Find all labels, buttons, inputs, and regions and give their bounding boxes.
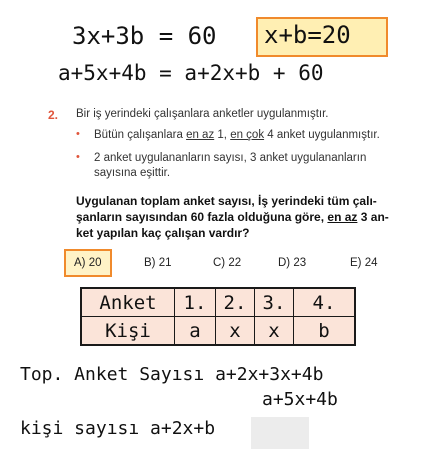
bullet-1-text-a: Bütün çalışanlara (94, 129, 187, 141)
bullet-1-underline-2: en çok (230, 129, 265, 141)
prompt-line-2 (76, 209, 389, 225)
bullet-icon: • (76, 128, 80, 140)
question-number: 2. (48, 108, 59, 122)
handwritten-total-line: Top. Anket Sayısı a+2x+3x+4b (20, 364, 324, 385)
table-cell: Anket (81, 288, 175, 317)
option-c[interactable]: C) 22 (213, 257, 242, 269)
handwritten-equation-1: 3x+3b = 60 (72, 22, 217, 50)
bullet-2-line-1: 2 anket uygulananların sayısı, 3 anket uygulananların (94, 152, 367, 164)
bullet-1-text-b: 1, (214, 129, 231, 141)
bullet-1-underline-1: en az (186, 129, 215, 141)
option-a[interactable]: A) 20 (74, 257, 102, 269)
table-cell: 2. (216, 288, 255, 317)
table-cell: 1. (175, 288, 216, 317)
table-cell: a (175, 317, 216, 346)
table-cell: x (216, 317, 255, 346)
scan-artifact (251, 417, 309, 449)
prompt-line-2-end: 3 an- (357, 210, 389, 224)
question-prompt (76, 193, 389, 241)
handwritten-person-count: kişi sayısı a+2x+b (20, 418, 216, 439)
bullet-1-text-c: 4 anket uygulanmıştır. (264, 129, 380, 141)
table-cell: x (255, 317, 294, 346)
bullet-icon: • (76, 151, 80, 163)
bullet-2-line-2: sayısına eşittir. (94, 167, 171, 179)
table-cell: b (294, 317, 356, 346)
prompt-line-3: ket yapılan kaç çalışan vardır? (76, 226, 250, 240)
handwritten-boxed-result: x+b=20 (264, 21, 351, 49)
option-e[interactable]: E) 24 (350, 257, 378, 269)
prompt-line-2-text: şanların sayısından 60 fazla olduğuna göre, (76, 210, 328, 224)
option-d[interactable]: D) 23 (278, 257, 307, 269)
table-cell: 4. (294, 288, 356, 317)
handwritten-simplified: a+5x+4b (262, 389, 338, 410)
prompt-line-2-underline: en az (327, 210, 358, 224)
table-row (81, 317, 355, 346)
option-b[interactable]: B) 21 (144, 257, 172, 269)
table-cell: Kişi (81, 317, 175, 346)
bullet-1 (94, 128, 380, 143)
prompt-line-1: Uygulanan toplam anket sayısı, İş yerindeki tüm çalı- (76, 194, 377, 208)
anket-kisi-table (80, 287, 356, 346)
question-intro: Bir iş yerindeki çalışanlara anketler uygulanmıştır. (76, 108, 329, 120)
table-row (81, 288, 355, 317)
table-cell: 3. (255, 288, 294, 317)
bullet-2 (94, 151, 366, 181)
handwritten-equation-2: a+5x+4b = a+2x+b + 60 (58, 61, 324, 85)
